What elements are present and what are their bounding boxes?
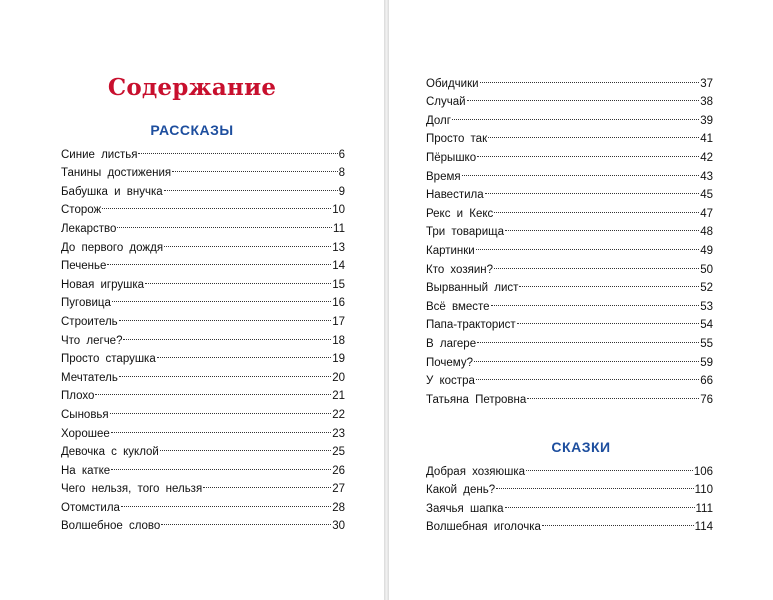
toc-entry-page: 111 <box>695 502 713 515</box>
toc-entry <box>426 87 713 109</box>
toc-entry-title: Просто старушка <box>61 353 156 366</box>
toc-dot-leader <box>467 87 700 106</box>
toc-dot-leader <box>526 456 693 475</box>
toc-entry-page: 55 <box>700 337 713 350</box>
toc-entry-title: Картинки <box>426 244 475 257</box>
toc-entry-page: 15 <box>332 278 345 291</box>
toc-dot-leader <box>491 291 700 310</box>
toc-entry-page: 114 <box>694 521 713 534</box>
toc-entry-title: Какой день? <box>426 484 496 497</box>
toc-entry-page: 54 <box>700 319 713 332</box>
toc-entry-page: 50 <box>700 263 713 276</box>
toc-dot-leader <box>505 217 699 236</box>
toc-entry <box>426 68 713 90</box>
toc-entry-title: У костра <box>426 375 475 388</box>
toc-entry-title: Танины достижения <box>61 167 172 180</box>
toc-dot-leader <box>164 176 338 195</box>
toc-entry-page: 37 <box>700 77 713 90</box>
toc-dot-leader <box>117 213 332 232</box>
toc-dot-leader <box>476 235 699 254</box>
toc-dot-leader <box>452 105 699 124</box>
toc-dot-leader <box>488 124 699 143</box>
toc-entry-title: До первого дождя <box>61 241 164 254</box>
toc-entry-title: Сторож <box>61 204 102 217</box>
stories-heading: РАССКАЗЫ <box>150 122 234 138</box>
toc-entry <box>426 456 713 478</box>
toc-dot-leader <box>462 161 700 180</box>
toc-entry-page: 27 <box>332 483 345 496</box>
toc-entry-page: 76 <box>700 393 713 406</box>
toc-entry-page: 43 <box>700 170 713 183</box>
toc-dot-leader <box>480 68 700 87</box>
toc-dot-leader <box>145 269 331 288</box>
toc-entry-title: Бабушка и внучка <box>61 185 163 198</box>
toc-list-right <box>426 68 713 406</box>
toc-dot-leader <box>121 492 331 511</box>
toc-entry-title: Строитель <box>61 315 118 328</box>
toc-dot-leader <box>112 288 331 307</box>
toc-entry-title: Волшебная иголочка <box>426 521 541 534</box>
toc-entry-page: 30 <box>332 520 345 533</box>
toc-entry-page: 20 <box>332 371 345 384</box>
toc-dot-leader <box>123 325 331 344</box>
toc-entry-title: Хорошее <box>61 427 110 440</box>
toc-dot-leader <box>164 232 331 251</box>
toc-entry-title: Мечтатель <box>61 371 118 384</box>
tales-heading: СКАЗКИ <box>551 439 611 455</box>
toc-entry-page: 26 <box>332 464 345 477</box>
toc-entry-title: Пёрышко <box>426 151 477 164</box>
toc-entry-title: Девочка с куклой <box>61 446 159 459</box>
toc-dot-leader <box>138 139 337 158</box>
toc-dot-leader <box>496 475 694 494</box>
toc-dot-leader <box>494 254 699 273</box>
toc-entry <box>426 105 713 127</box>
toc-dot-leader <box>111 455 331 474</box>
toc-dot-leader <box>527 384 699 403</box>
right-page <box>389 0 773 600</box>
contents-title: Содержание <box>107 74 277 101</box>
toc-entry-title: Синие листья <box>61 148 138 161</box>
toc-entry-title: Кто хозяин? <box>426 263 493 276</box>
toc-entry-title: Татьяна Петровна <box>426 393 527 406</box>
toc-dot-leader <box>474 347 699 366</box>
toc-entry-page: 23 <box>332 427 345 440</box>
toc-dot-leader <box>110 399 332 418</box>
toc-entry-page: 14 <box>332 260 345 273</box>
toc-dot-leader <box>477 142 699 161</box>
toc-entry-title: Рекс и Кекс <box>426 207 494 220</box>
toc-entry-page: 19 <box>332 353 345 366</box>
toc-entry-title: Папа-тракторист <box>426 319 516 332</box>
toc-dot-leader <box>172 158 337 177</box>
toc-entry-title: Пуговица <box>61 297 111 310</box>
toc-entry-page: 42 <box>700 151 713 164</box>
toc-entry-page: 110 <box>694 484 713 497</box>
toc-entry <box>61 213 345 235</box>
toc-dot-leader <box>517 310 699 329</box>
toc-dot-leader <box>485 180 700 199</box>
toc-entry-page: 18 <box>332 334 345 347</box>
toc-entry-page: 66 <box>700 375 713 388</box>
toc-entry-page: 39 <box>700 114 713 127</box>
toc-entry-title: Случай <box>426 96 466 109</box>
toc-entry-page: 8 <box>338 167 345 180</box>
toc-entry-title: Лекарство <box>61 222 117 235</box>
toc-entry-page: 28 <box>332 501 345 514</box>
toc-entry-title: На катке <box>61 464 111 477</box>
toc-entry-page: 10 <box>332 204 345 217</box>
toc-entry-title: Что легче? <box>61 334 123 347</box>
toc-dot-leader <box>494 198 699 217</box>
toc-dot-leader <box>157 344 331 363</box>
toc-entry-page: 52 <box>700 282 713 295</box>
toc-entry-page: 59 <box>700 356 713 369</box>
toc-entry-title: Обидчики <box>426 77 479 90</box>
toc-entry-title: В лагере <box>426 337 477 350</box>
toc-dot-leader <box>107 251 331 270</box>
left-page <box>0 0 384 600</box>
toc-entry <box>61 399 345 421</box>
toc-entry-page: 48 <box>700 226 713 239</box>
toc-dot-leader <box>476 366 699 385</box>
toc-entry-title: Печенье <box>61 260 107 273</box>
toc-entry-title: Просто так <box>426 133 488 146</box>
toc-entry-page: 9 <box>338 185 345 198</box>
toc-dot-leader <box>203 474 331 493</box>
toc-entry-page: 41 <box>700 133 713 146</box>
toc-dot-leader <box>160 437 331 456</box>
toc-entry <box>426 180 713 202</box>
toc-entry <box>61 381 345 403</box>
toc-entry-page: 25 <box>332 446 345 459</box>
toc-entry-title: Долг <box>426 114 451 127</box>
toc-entry-page: 11 <box>333 222 345 235</box>
toc-entry-title: Почему? <box>426 356 473 369</box>
toc-dot-leader <box>102 195 331 214</box>
toc-entry-page: 22 <box>332 408 345 421</box>
toc-dot-leader <box>95 381 331 400</box>
toc-entry-page: 47 <box>700 207 713 220</box>
toc-entry-page: 49 <box>700 244 713 257</box>
toc-dot-leader <box>542 512 694 531</box>
toc-entry-title: Отомстила <box>61 501 120 514</box>
toc-entry-page: 21 <box>332 390 345 403</box>
toc-dot-leader <box>119 362 331 381</box>
toc-dot-leader <box>505 493 695 512</box>
toc-entry-title: Навестила <box>426 189 484 202</box>
toc-entry-page: 45 <box>700 189 713 202</box>
toc-entry-title: Время <box>426 170 461 183</box>
toc-entry-title: Сыновья <box>61 408 109 421</box>
toc-entry-title: Новая игрушка <box>61 278 145 291</box>
toc-entry-title: Плохо <box>61 390 95 403</box>
toc-entry-title: Чего нельзя, того нельзя <box>61 483 203 496</box>
toc-entry <box>426 124 713 146</box>
toc-entry-title: Три товарища <box>426 226 504 239</box>
toc-entry <box>61 139 345 161</box>
toc-entry-page: 17 <box>332 315 345 328</box>
toc-list-tales <box>426 456 713 534</box>
toc-dot-leader <box>111 418 331 437</box>
toc-entry-page: 53 <box>700 300 713 313</box>
toc-entry <box>426 161 713 183</box>
toc-dot-leader <box>477 328 699 347</box>
toc-entry-title: Добрая хозяюшка <box>426 465 526 478</box>
toc-list-left <box>61 139 345 533</box>
toc-entry-title: Волшебное слово <box>61 520 161 533</box>
toc-entry <box>61 195 345 217</box>
toc-entry-page: 38 <box>700 96 713 109</box>
toc-entry-title: Всё вместе <box>426 300 490 313</box>
toc-entry-page: 13 <box>332 241 345 254</box>
toc-dot-leader <box>161 511 331 530</box>
toc-entry-page: 106 <box>693 465 713 478</box>
toc-entry-title: Заячья шапка <box>426 502 504 515</box>
toc-entry-page: 16 <box>332 297 345 310</box>
toc-dot-leader <box>119 306 332 325</box>
toc-dot-leader <box>519 273 699 292</box>
toc-entry-title: Вырванный лист <box>426 282 519 295</box>
toc-entry-page: 6 <box>338 148 345 161</box>
